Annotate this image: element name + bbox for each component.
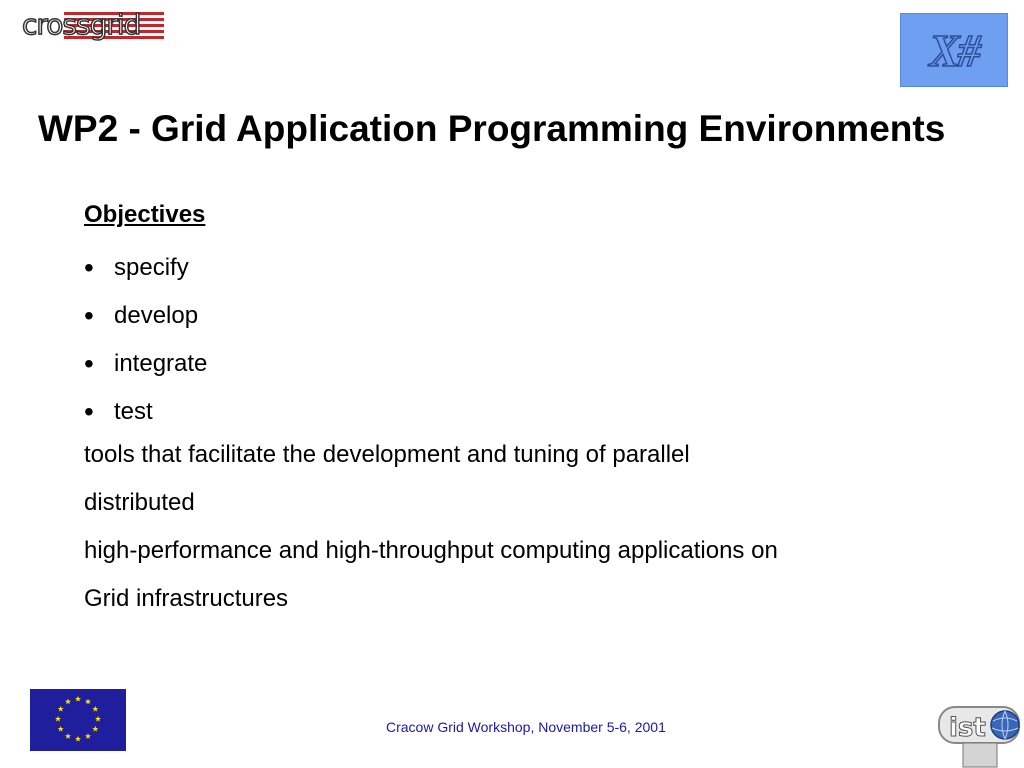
slide-body (84, 196, 778, 628)
xsharp-logo (900, 13, 1008, 87)
bullet-item (84, 292, 778, 340)
svg-text:crossgrid: crossgrid (22, 8, 141, 41)
bullet-icon: • (84, 396, 94, 427)
bullet-text: integrate (114, 350, 208, 377)
footer-text: Cracow Grid Workshop, November 5-6, 2001 (386, 719, 666, 735)
bullet-icon: • (84, 300, 94, 331)
objectives-heading: Objectives (84, 201, 206, 228)
bullet-text: develop (114, 302, 199, 329)
bullet-item (84, 388, 778, 436)
body-line: Grid infrastructures (84, 585, 289, 612)
ist-logo (937, 703, 1023, 768)
bullet-icon: • (84, 252, 94, 283)
xsharp-logo-text: X# (929, 24, 979, 76)
eu-flag-logo (30, 689, 126, 751)
bullet-text: specify (114, 254, 189, 281)
bullet-text: test (114, 398, 153, 425)
svg-text:ist: ist (949, 713, 986, 743)
body-line: high-performance and high-throughput computing applications on (84, 537, 778, 564)
bullet-icon: • (84, 348, 94, 379)
body-line: tools that facilitate the development and tuning of parallel (84, 441, 690, 468)
bullet-item (84, 244, 778, 292)
slide-title: WP2 - Grid Application Programming Environments (38, 108, 946, 149)
crossgrid-logo (20, 6, 195, 46)
body-line: distributed (84, 489, 195, 516)
bullet-item (84, 340, 778, 388)
